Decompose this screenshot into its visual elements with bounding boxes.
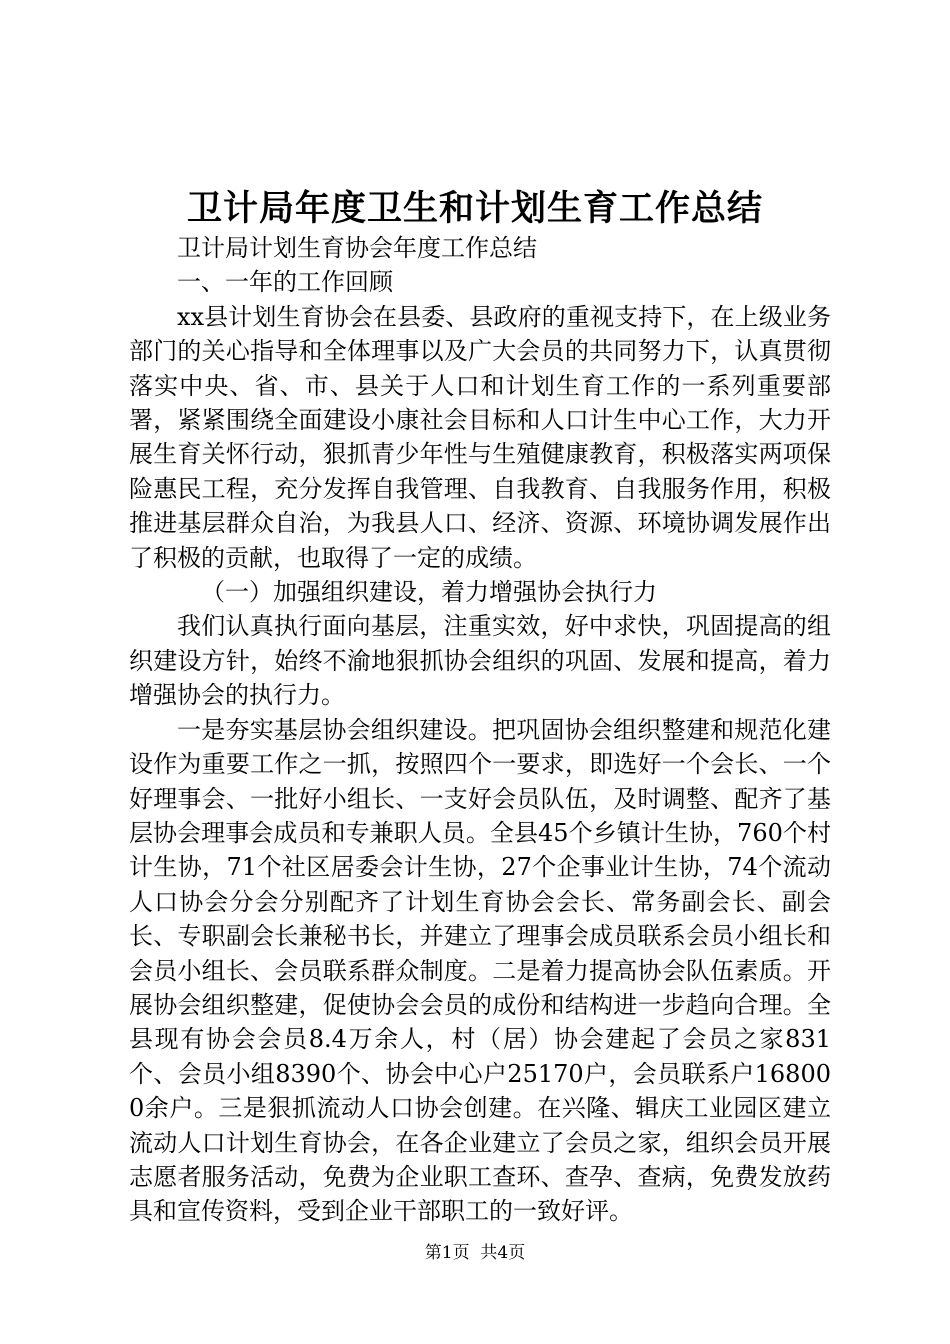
document-body [129, 231, 831, 1229]
page-total: 共4页 [480, 1243, 526, 1263]
body-paragraph: 一是夯实基层协会组织建设。把巩固协会组织整建和规范化建设作为重要工作之一抓，按照四个一要求，即选好一个会长、一个好理事会、一批好小组长、一支好会员队伍，及时调整、配齐了基层协会理事会成员和专兼职人员。全县45个乡镇计生协，760个村计生协，71个社区居委会计生协，27个企事业计生协，74个流动人口协会分会分别配齐了计划生育协会会长、常务副会长、副会长、专职副会长兼秘书长，并建立了理事会成员联系会员小组长和会员小组长、会员联系群众制度。二是着力提高协会队伍素质。开展协会组织整建，促使协会会员的成份和结构进一步趋向合理。全县现有协会会员8.4万余人，村（居）协会建起了会员之家831个、会员小组8390个、协会中心户25170户，会员联系户168000余户。三是狠抓流动人口协会创建。在兴隆、辑庆工业园区建立流动人口计划生育协会，在各企业建立了会员之家，组织会员开展志愿者服务活动，免费为企业职工查环、查孕、查病，免费发放药具和宣传资料，受到企业干部职工的一致好评。 [129, 715, 831, 1226]
document-title: 卫计局年度卫生和计划生育工作总结 [186, 188, 763, 229]
page-number: 第1页 [424, 1243, 470, 1263]
subsection-heading: （一）加强组织建设，着力增强协会执行力 [201, 578, 657, 607]
footer-spacer [470, 1243, 481, 1263]
body-paragraph: xx县计划生育协会在县委、县政府的重视支持下，在上级业务部门的关心指导和全体理事以及广大会员的共同努力下，认真贯彻落实中央、省、市、县关于人口和计划生育工作的一系列重要部署，紧紧围绕全面建设小康社会目标和人口计生中心工作，大力开展生育关怀行动，狠抓青少年性与生殖健康教育，积极落实两项保险惠民工程，充分发挥自我管理、自我教育、自我服务作用，积极推进基层群众自治，为我县人口、经济、资源、环境协调发展作出了积极的贡献，也取得了一定的成绩。 [129, 302, 831, 572]
section-heading: 一、一年的工作回顾 [177, 268, 393, 297]
body-paragraph: 我们认真执行面向基层，注重实效，好中求快，巩固提高的组织建设方针，始终不渝地狠抓协会组织的巩固、发展和提高，着力增强协会的执行力。 [129, 612, 831, 710]
page-footer [0, 1241, 950, 1265]
subtitle-paragraph: 卫计局计划生育协会年度工作总结 [177, 234, 537, 262]
